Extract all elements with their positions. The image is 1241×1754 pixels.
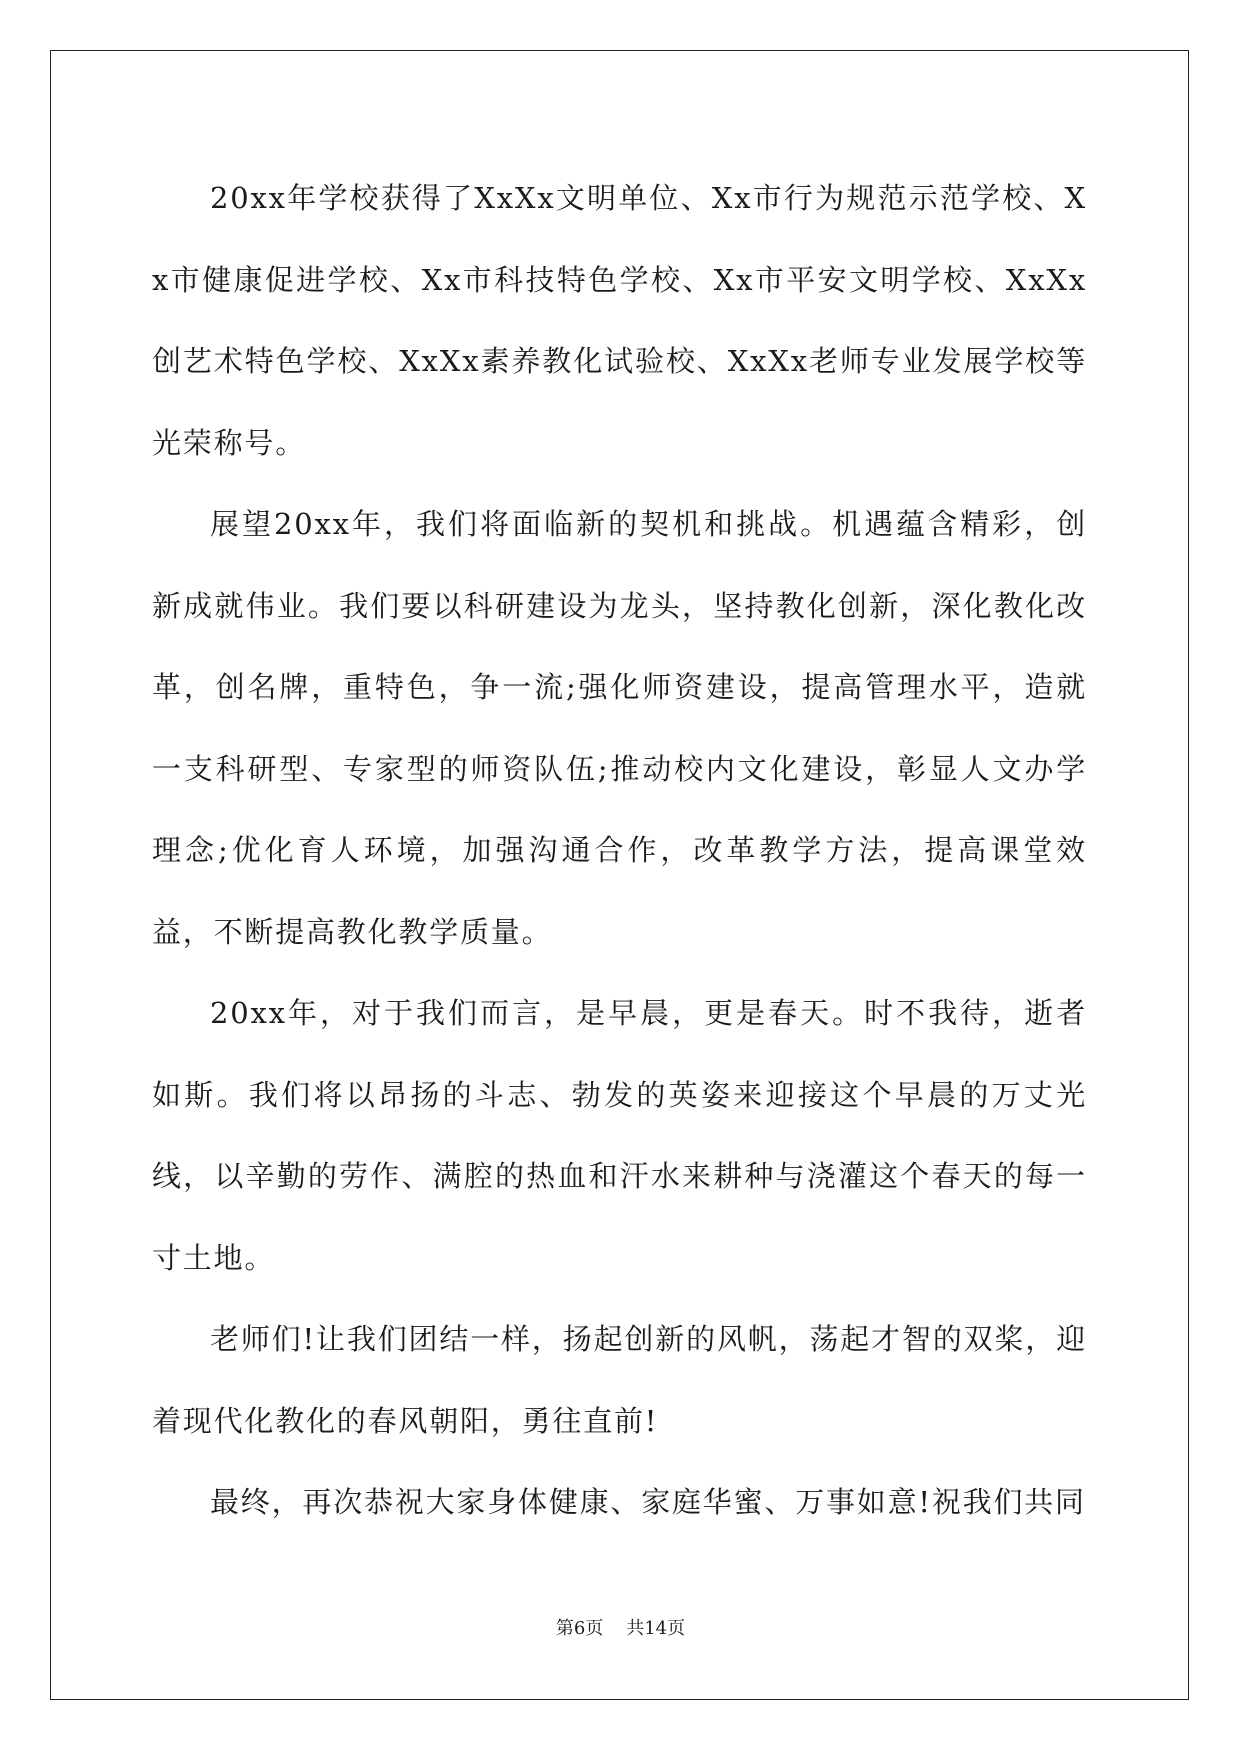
paragraph-5: 最终，再次恭祝大家身体健康、家庭华蜜、万事如意!祝我们共同 <box>210 1485 1086 1519</box>
paragraph-4: 老师们!让我们团结一样，扬起创新的风帆，荡起才智的双桨，迎着现代化教化的春风朝阳，勇往直前! <box>152 1322 1087 1438</box>
paragraph-1: 20xx年学校获得了XxXx文明单位、Xx市行为规范示范学校、Xx市健康促进学校、Xx市科技特色学校、Xx市平安文明学校、XxXx创艺术特色学校、XxXx素养教化试验校、XxXx老师专业发展学校等光荣称号。 <box>152 181 1087 460</box>
paragraph-3: 20xx年，对于我们而言，是早晨，更是春天。时不我待，逝者如斯。我们将以昂扬的斗志、勃发的英姿来迎接这个早晨的万丈光线，以辛勤的劳作、满腔的热血和汗水来耕种与浇灌这个春天的每一寸土地。 <box>152 996 1087 1275</box>
document-body <box>152 158 1087 1544</box>
paragraph-2: 展望20xx年，我们将面临新的契机和挑战。机遇蕴含精彩，创新成就伟业。我们要以科研建设为龙头，坚持教化创新，深化教化改革，创名牌，重特色，争一流;强化师资建设，提高管理水平，造就一支科研型、专家型的师资队伍;推动校内文化建设，彰显人文办学理念;优化育人环境，加强沟通合作，改革教学方法，提高课堂效益，不断提高教化教学质量。 <box>152 507 1087 949</box>
page-number-footer: 第6页 共14页 <box>555 1618 686 1639</box>
